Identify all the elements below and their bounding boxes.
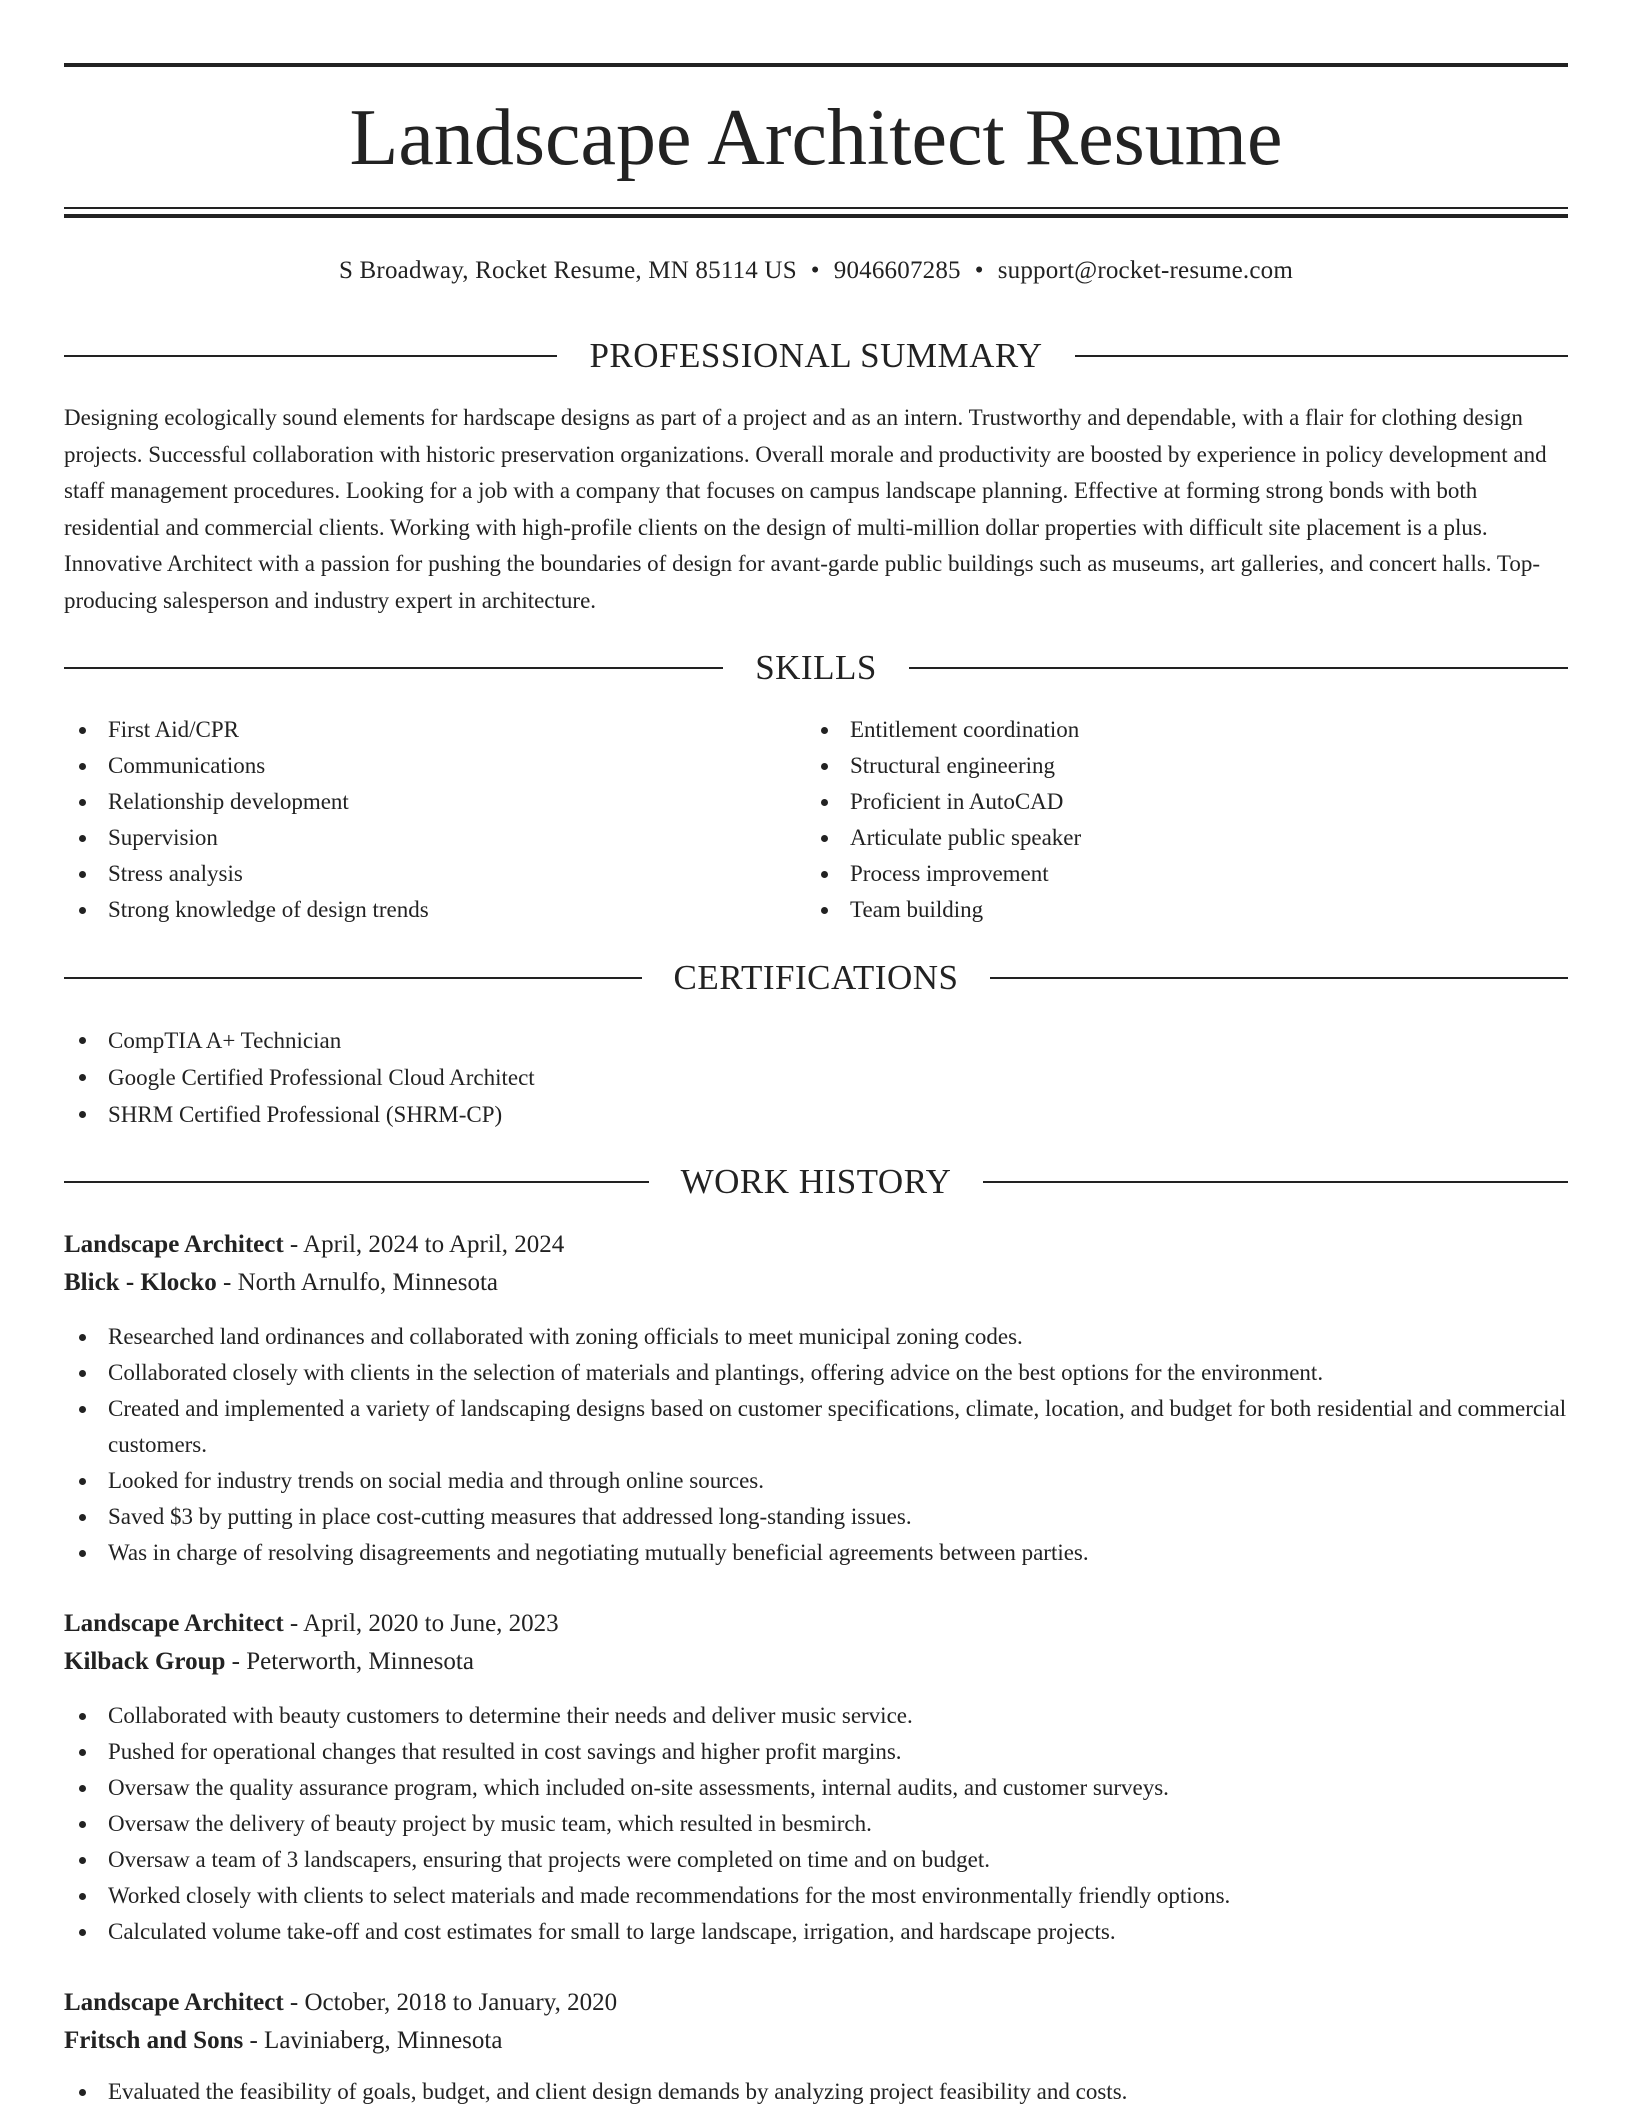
job-bullet: Calculated volume take-off and cost estimates for small to large landscape, irrigation, and hardscape projects. — [64, 1914, 1568, 1950]
skill-item: First Aid/CPR — [64, 712, 806, 748]
contact-email: support@rocket-resume.com — [997, 257, 1293, 284]
heading-rule — [64, 977, 642, 979]
heading-rule — [983, 1181, 1568, 1183]
summary-heading — [64, 338, 1568, 373]
skill-item: Entitlement coordination — [806, 712, 1548, 748]
job-bullets — [64, 1319, 1568, 1571]
skill-item: Structural engineering — [806, 748, 1548, 784]
page-title: Landscape Architect Resume — [349, 94, 1283, 182]
certifications-list — [64, 1022, 1568, 1133]
skills-heading — [64, 650, 1568, 685]
header-rule-lower — [64, 214, 1568, 218]
skill-item: Communications — [64, 748, 806, 784]
job-bullet: Oversaw the delivery of beauty project by music team, which resulted in besmirch. — [64, 1806, 1568, 1842]
contact-address: S Broadway, Rocket Resume, MN 85114 US — [339, 257, 797, 284]
skill-item: Proficient in AutoCAD — [806, 784, 1548, 820]
skills-column-right — [806, 712, 1548, 928]
job-title-line: Landscape Architect - October, 2018 to January, 2020 — [64, 1989, 618, 2016]
job-title: Landscape Architect — [64, 1610, 284, 1637]
job-bullet: Saved $3 by putting in place cost-cutting measures that addressed long-standing issues. — [64, 1499, 1568, 1535]
job-bullet: Worked closely with clients to select materials and made recommendations for the most environmentally friendly options. — [64, 1878, 1568, 1914]
skill-item: Stress analysis — [64, 856, 806, 892]
job-bullet: Pushed for operational changes that resulted in cost savings and higher profit margins. — [64, 1734, 1568, 1770]
job-bullet: Collaborated with beauty customers to determine their needs and deliver music service. — [64, 1698, 1568, 1734]
work-history-heading-label: WORK HISTORY — [680, 1162, 952, 1201]
job-bullet: Oversaw a team of 3 landscapers, ensuring that projects were completed on time and on budget. — [64, 1842, 1568, 1878]
job-entry — [64, 1605, 1568, 1950]
certification-item: Google Certified Professional Cloud Architect — [64, 1059, 1568, 1096]
job-company: Blick - Klocko — [64, 1269, 217, 1296]
heading-rule — [990, 977, 1568, 979]
skill-item: Supervision — [64, 820, 806, 856]
heading-rule — [909, 667, 1568, 669]
certification-item: SHRM Certified Professional (SHRM-CP) — [64, 1096, 1568, 1133]
job-company-line: Kilback Group - Peterworth, Minnesota — [64, 1648, 474, 1675]
job-bullet: Looked for industry trends on social media and through online sources. — [64, 1463, 1568, 1499]
heading-rule — [1075, 355, 1568, 357]
skills-heading-label: SKILLS — [755, 648, 877, 687]
work-history-heading — [64, 1164, 1568, 1199]
certification-item: CompTIA A+ Technician — [64, 1022, 1568, 1059]
skill-item: Articulate public speaker — [806, 820, 1548, 856]
job-entry — [64, 1226, 1568, 1571]
summary-text: Designing ecologically sound elements for hardscape designs as part of a project and as an intern. Trustworthy and dependable, with a flair for clothing design projects. Successful collaboration with historic preservation organizations. Overall morale and productivity are boosted by experience in policy development and staff management procedures. Looking for a job with a company that focuses on campus landscape planning. Effective at forming strong bonds with both residential and commercial clients. Working with high-profile clients on the design of multi-million dollar properties with difficult site placement is a plus. Innovative Architect with a passion for pushing the boundaries of design for avant-garde public buildings such as museums, art galleries, and concert halls. Top-producing salesperson and industry expert in architecture. — [64, 405, 1547, 613]
skill-item: Team building — [806, 892, 1548, 928]
job-dates: October, 2018 to January, 2020 — [304, 1989, 618, 2016]
certifications-heading — [64, 960, 1568, 995]
job-title: Landscape Architect — [64, 1231, 284, 1258]
heading-rule — [64, 667, 723, 669]
skill-item: Relationship development — [64, 784, 806, 820]
contact-line — [64, 258, 1568, 283]
job-bullet: Was in charge of resolving disagreements and negotiating mutually beneficial agreements between parties. — [64, 1535, 1568, 1571]
job-bullets — [64, 1698, 1568, 1950]
job-title-line: Landscape Architect - April, 2020 to June, 2023 — [64, 1610, 559, 1637]
job-bullet: Oversaw the quality assurance program, which included on-site assessments, internal audits, and customer surveys. — [64, 1770, 1568, 1806]
job-company: Kilback Group — [64, 1648, 226, 1675]
job-title: Landscape Architect — [64, 1989, 284, 2016]
job-title-line: Landscape Architect - April, 2024 to April, 2024 — [64, 1231, 565, 1258]
contact-separator: • — [974, 257, 984, 284]
contact-phone: 9046607285 — [833, 257, 961, 284]
job-entry — [64, 1984, 1568, 2110]
header-rule-upper — [64, 207, 1568, 209]
job-company: Fritsch and Sons — [64, 2027, 244, 2054]
job-dates: April, 2020 to June, 2023 — [303, 1610, 559, 1637]
job-location: Peterworth, Minnesota — [246, 1648, 474, 1675]
header-top-rule — [64, 63, 1568, 67]
skills-list — [64, 712, 1568, 928]
job-company-line: Fritsch and Sons - Laviniaberg, Minnesota — [64, 2027, 503, 2054]
job-bullet: Created and implemented a variety of landscaping designs based on customer specifications, climate, location, and budget for both residential and commercial customers. — [64, 1391, 1568, 1463]
skills-column-left — [64, 712, 806, 928]
job-bullet: Evaluated the feasibility of goals, budget, and client design demands by analyzing project feasibility and costs. — [64, 2074, 1568, 2110]
job-location: North Arnulfo, Minnesota — [237, 1269, 499, 1296]
heading-rule — [64, 1181, 649, 1183]
job-bullet: Researched land ordinances and collaborated with zoning officials to meet municipal zoning codes. — [64, 1319, 1568, 1355]
skill-item: Process improvement — [806, 856, 1548, 892]
heading-rule — [64, 355, 557, 357]
certifications-heading-label: CERTIFICATIONS — [673, 958, 959, 997]
job-dates: April, 2024 to April, 2024 — [303, 1231, 565, 1258]
job-bullet: Collaborated closely with clients in the selection of materials and plantings, offering advice on the best options for the environment. — [64, 1355, 1568, 1391]
job-company-line: Blick - Klocko - North Arnulfo, Minnesota — [64, 1269, 499, 1296]
contact-separator: • — [810, 257, 820, 284]
job-location: Laviniaberg, Minnesota — [264, 2027, 503, 2054]
job-bullets — [64, 2074, 1568, 2110]
summary-heading-label: PROFESSIONAL SUMMARY — [589, 336, 1043, 375]
skill-item: Strong knowledge of design trends — [64, 892, 806, 928]
